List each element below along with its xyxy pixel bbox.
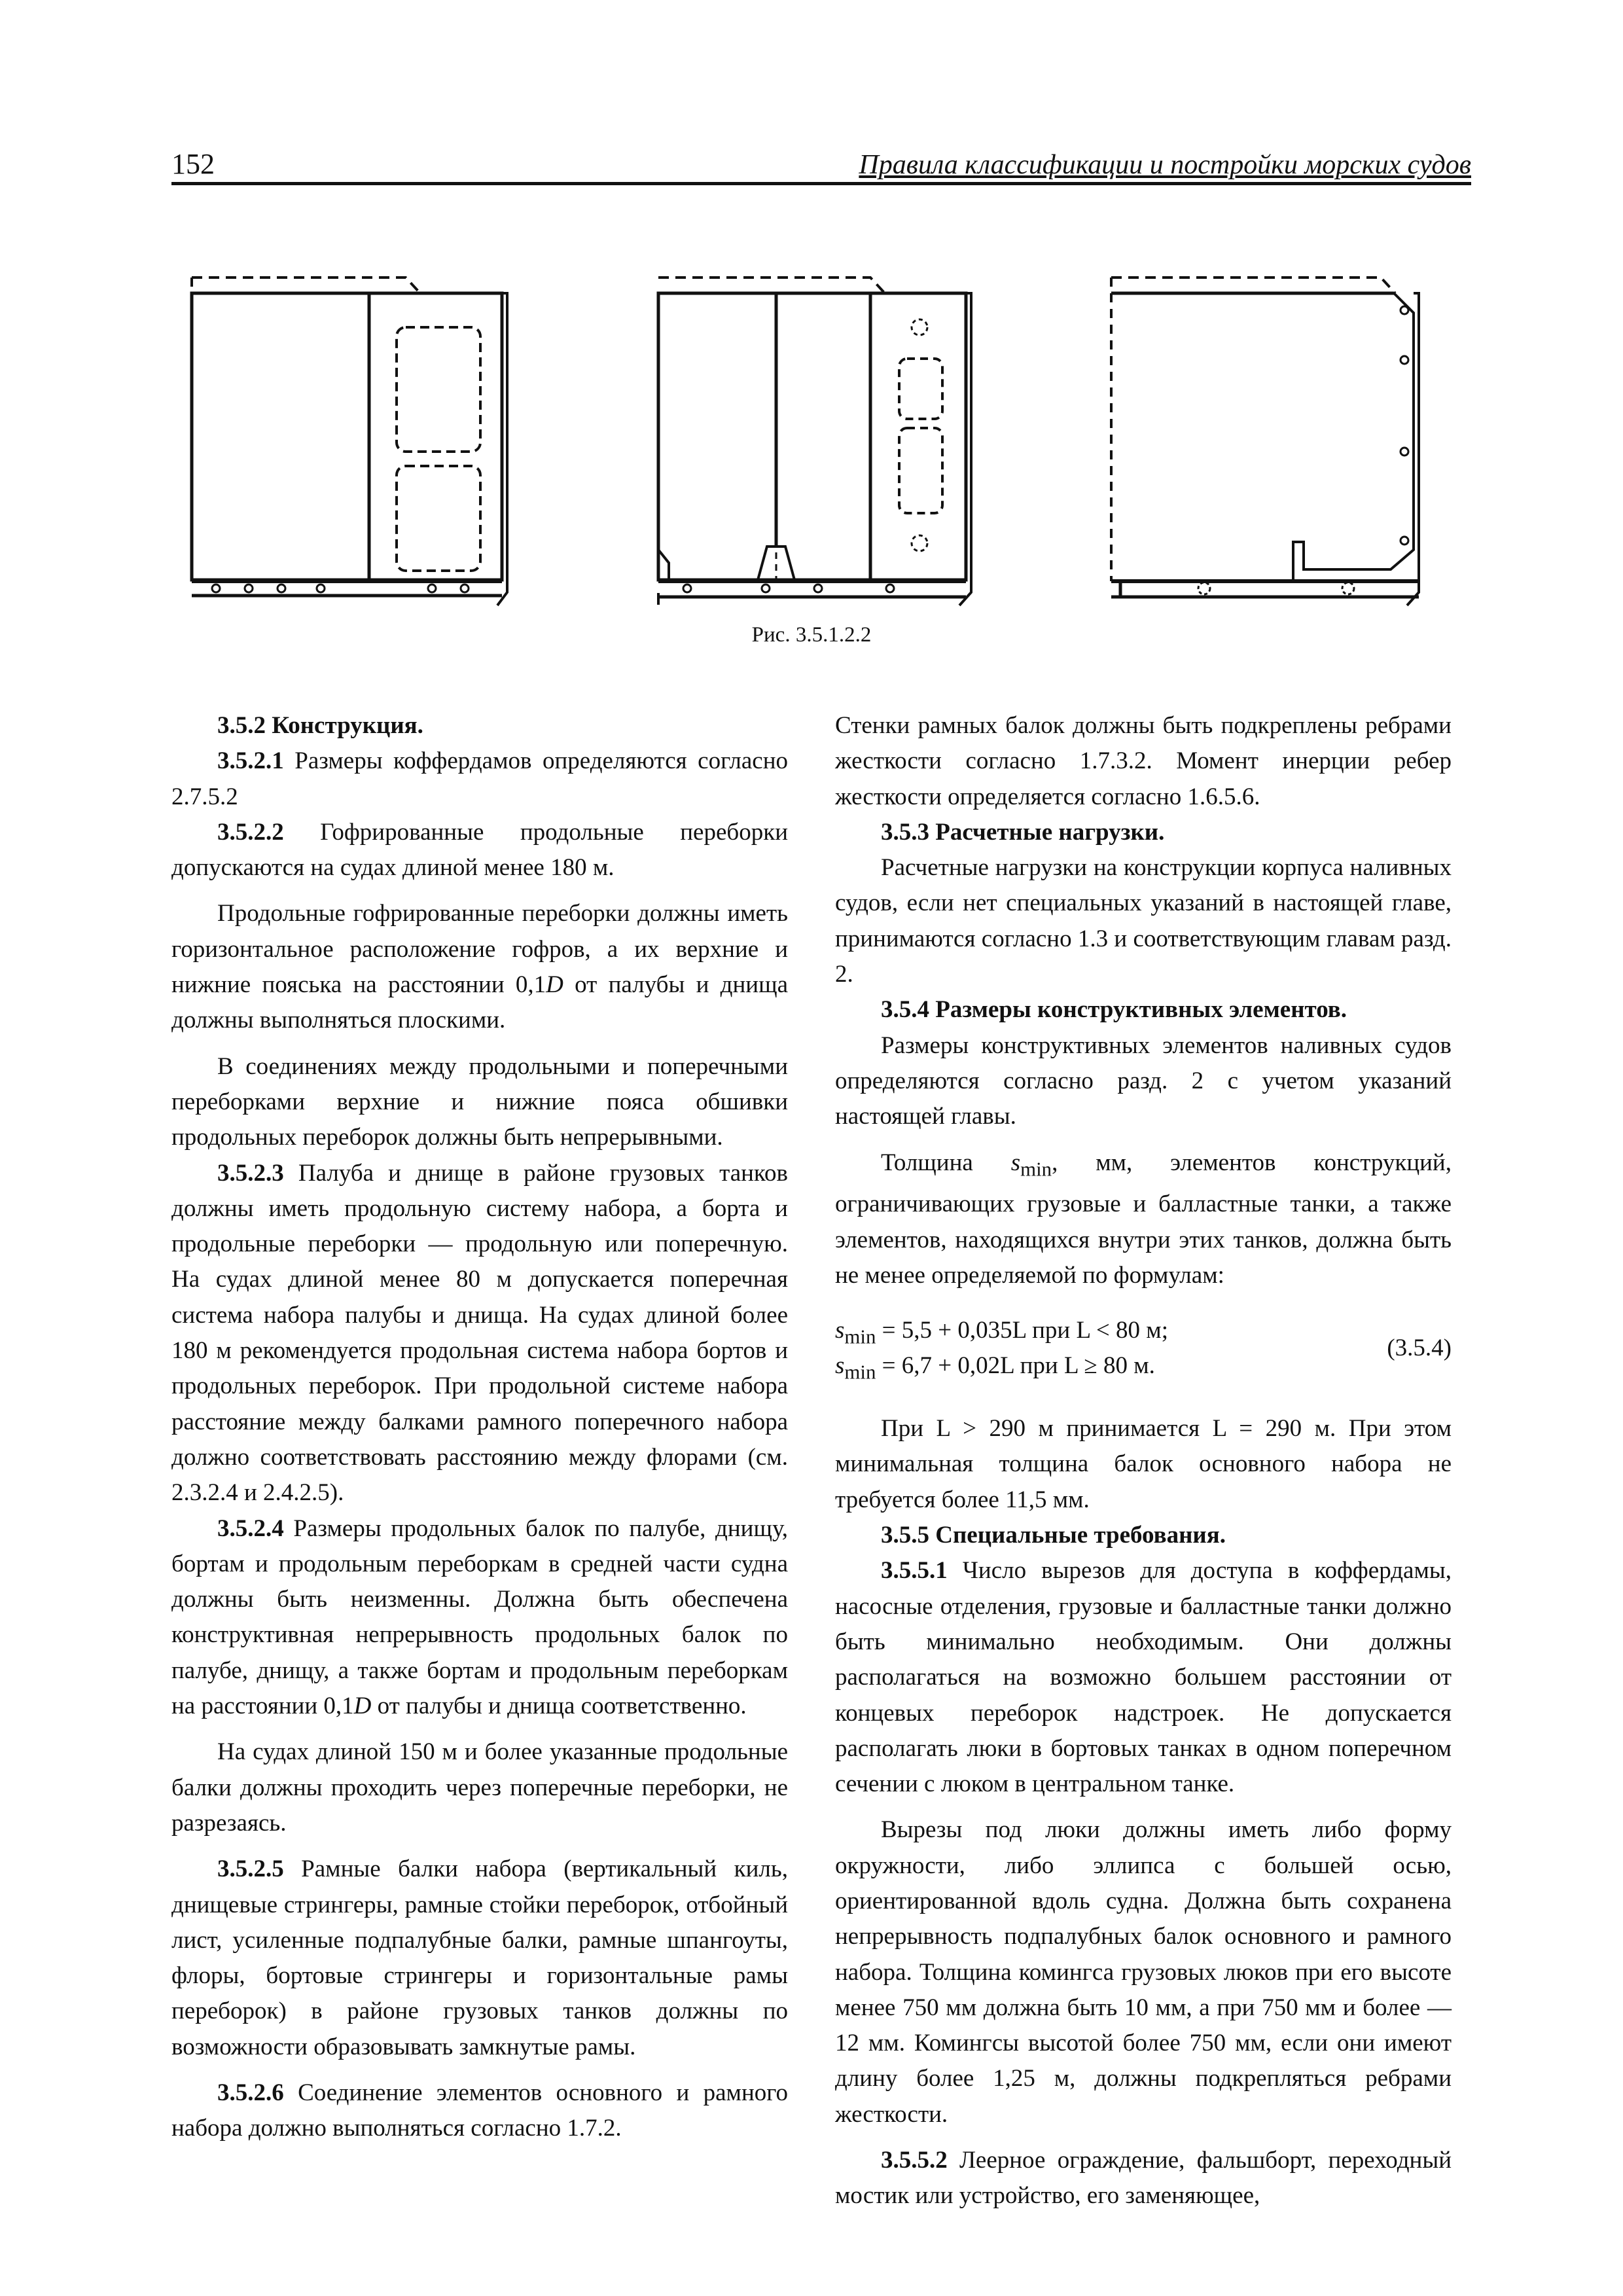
paragraph-bulkhead-joints: В соединениях между продольными и поперечными переборками верхние и нижние пояса обшивки продольных переборок должны быть непрерывными. — [171, 1052, 788, 1151]
paragraph-3-5-5-1: 3.5.5.1 Число вырезов для доступа в коффердамы, насосные отделения, грузовые и балластные танки должно быть минимально необходимым. Они должны располагаться на возможно большем расстоянии от концевых переборок надстроек. Не допускается располагать люки в бортовых танках в одном поперечном сечении с люком в центральном танке. — [835, 1557, 1452, 1798]
paragraph-3-5-2-2: 3.5.2.2 Гофрированные продольные переборки допускаются на судах длиной менее 180 м. — [171, 818, 788, 882]
paragraph-corrugated-bulkheads: Продольные гофрированные переборки должны иметь горизонтальное расположение гофров, а их верхние и нижние пояська на расстоянии 0,1D от палубы и днища должны выполняться плоскими. — [171, 900, 788, 1034]
section-heading-3-5-2: 3.5.2 Конструкция. — [217, 712, 423, 739]
paragraph-290m-limit: При L > 290 м принимается L = 290 м. При этом минимальная толщина балок основного набора не требуется более 11,5 мм. — [835, 1415, 1452, 1513]
section-diagram-a — [192, 278, 507, 605]
paragraph-min-thickness: Толщина $s_{min}$, мм, элементов конструкций, ограничивающих грузовые и балластные танки, а также элементов, находящихся внутри этих танков, должна быть не менее определяемой по формулам: — [835, 1149, 1452, 1289]
paragraph-3-5-2-4: 3.5.2.4 Размеры продольных балок по палубе, днищу, бортам и продольным переборкам в средней части судна должны быть неизменны. Должна быть обеспечена конструктивная непрерывность продольных балок по палубе, днищу, а также бортам и продольным переборкам на расстоянии 0,1D от палубы и днища соответственно. — [171, 1515, 788, 1720]
formula-3-5-4 — [835, 1313, 1452, 1384]
formula-line-1: $s_{min} = 5,5 + 0,035L$ при L < 80 м; — [835, 1317, 1168, 1348]
paragraph-3-5-2-3: 3.5.2.3 Палуба и днище в районе грузовых танков должны иметь продольную систему набора, а борта и продольные переборки — продольную или поперечную. На судах длиной менее 80 м допускается поперечная система набора палубы и днища. На судах длиной более 180 м рекомендуется продольная система набора бортов и продольных переборок. При продольной системе набора расстояние между балками рамного поперечного набора должно соответствовать расстоянию между флорами (см. 2.3.2.4 и 2.4.2.5). — [171, 1159, 788, 1507]
paragraph-hatch-openings: Вырезы под люки должны иметь либо форму окружности, либо эллипса с большей осью, ориентированной вдоль судна. Должна быть сохранена непрерывность подпалубных балок основного и рамного набора. Толщина комингса грузовых люков при его высоте менее 750 мм должна быть 10 мм, а при 750 мм и более — 12 мм. Комингсы высотой более 750 мм, если они имеют длину более 1,25 м, должны подкрепляться ребрами жесткости. — [835, 1816, 1452, 2128]
running-title: Правила классификации и постройки морских судов — [859, 150, 1471, 180]
right-column — [835, 708, 1452, 2214]
figure-cross-sections — [0, 0, 1623, 655]
page-number: 152 — [171, 148, 215, 180]
paragraph-3-5-2-1: 3.5.2.1 Размеры коффердамов определяются согласно 2.7.5.2 — [171, 747, 788, 810]
formula-line-2: $s_{min} = 6,7 + 0,02L$ при L ≥ 80 м. — [835, 1352, 1155, 1384]
left-column — [171, 708, 788, 2147]
section-heading-3-5-3: 3.5.3 Расчетные нагрузки. — [881, 818, 1165, 846]
paragraph-3-5-2-6: 3.5.2.6 Соединение элементов основного и рамного набора должно выполняться согласно 1.7.2. — [171, 2079, 788, 2142]
paragraph-design-loads: Расчетные нагрузки на конструкции корпуса наливных судов, если нет специальных указаний в настоящей главе, принимаются согласно 1.3 и соответствующим главам разд. 2. — [835, 854, 1452, 988]
section-heading-3-5-4: 3.5.4 Размеры конструктивных элементов. — [881, 996, 1347, 1024]
section-diagram-b — [658, 278, 971, 605]
paragraph-web-stiffeners: Стенки рамных балок должны быть подкреплены ребрами жесткости согласно 1.7.3.2. Момент инерции ребер жесткости определяется согласно 1.6.5.6. — [835, 712, 1452, 810]
paragraph-3-5-2-5: 3.5.2.5 Рамные балки набора (вертикальный киль, днищевые стрингеры, рамные стойки переборок, отбойный лист, усиленные подпалубные балки, рамные шпангоуты, флоры, бортовые стрингеры и горизонтальные рамы переборок) в районе грузовых танков должны по возможности образовывать замкнутые рамы. — [171, 1856, 788, 2060]
section-heading-3-5-5: 3.5.5 Специальные требования. — [881, 1522, 1226, 1549]
paragraph-element-dimensions: Размеры конструктивных элементов наливных судов определяются согласно разд. 2 с учетом указаний настоящей главы. — [835, 1031, 1452, 1130]
formula-number: (3.5.4) — [1387, 1335, 1452, 1362]
paragraph-150m-ships: На судах длиной 150 м и более указанные продольные балки должны проходить через поперечные переборки, не разрезаясь. — [171, 1738, 788, 1837]
section-diagram-c — [1111, 278, 1419, 605]
figure-caption: Рис. 3.5.1.2.2 — [751, 623, 872, 647]
paragraph-3-5-5-2: 3.5.5.2 Леерное ограждение, фальшборт, переходный мостик или устройство, его заменяющее, — [835, 2147, 1452, 2210]
